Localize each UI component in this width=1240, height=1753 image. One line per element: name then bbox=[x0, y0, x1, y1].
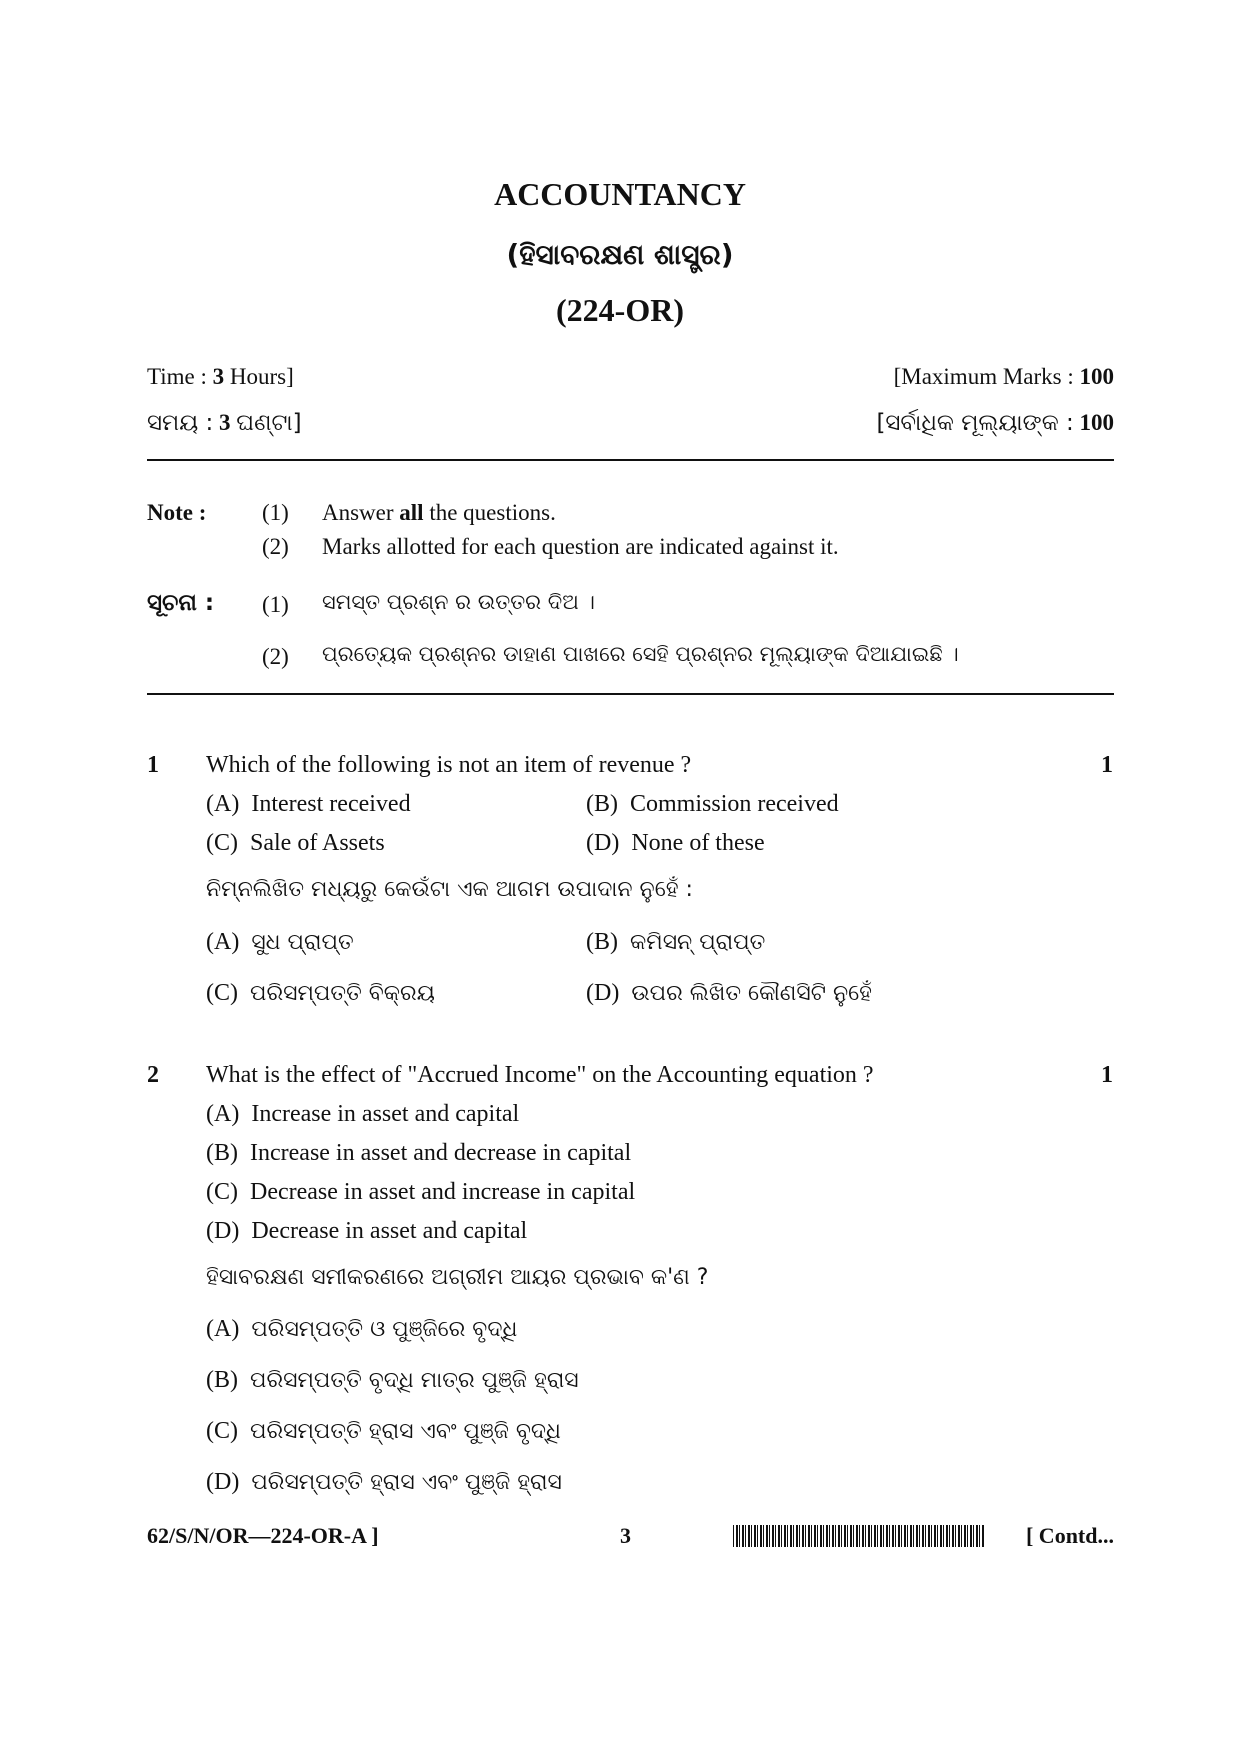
q2-option-b-key: (B) bbox=[206, 1140, 238, 1166]
q2-odia-option-a-text: ପରିସମ୍ପତ୍ତି ଓ ପୁଞ୍ଜିରେ ବୃଦ୍ଧି bbox=[251, 1317, 518, 1342]
q1-odia-option-c bbox=[206, 980, 435, 1007]
question-2-marks: 1 bbox=[1101, 1062, 1113, 1088]
question-2-number: 2 bbox=[147, 1062, 159, 1088]
barcode-icon bbox=[733, 1525, 985, 1547]
divider-note bbox=[147, 693, 1114, 695]
q1-option-d bbox=[586, 830, 765, 857]
time-value: 3 bbox=[212, 364, 225, 389]
note-item-1-pre: Answer bbox=[322, 500, 394, 525]
q2-odia-option-a-key: (A) bbox=[206, 1316, 240, 1342]
note-odia-item-2: ପ୍ରତ୍ୟେକ ପ୍ରଶ୍ନର ଡାହାଣ ପାଖରେ ସେହି ପ୍ରଶ୍ନର ମୂଲ୍ୟାଙ୍କ ଦିଆଯାଇଛି । bbox=[322, 642, 959, 666]
q1-option-c bbox=[206, 830, 385, 857]
max-marks-value: 100 bbox=[1079, 364, 1114, 389]
q2-option-a-text: Increase in asset and capital bbox=[251, 1101, 520, 1127]
time-unit-odia: ଘଣ୍ଟା] bbox=[236, 410, 302, 436]
q2-odia-option-c bbox=[206, 1418, 561, 1445]
q2-option-c bbox=[206, 1179, 635, 1206]
q2-odia-option-c-text: ପରିସମ୍ପତ୍ତି ହ୍ରାସ ଏବଂ ପୁଞ୍ଜି ବୃଦ୍ଧି bbox=[250, 1419, 561, 1444]
q2-option-a bbox=[206, 1101, 519, 1128]
footer-contd: [ Contd... bbox=[1025, 1523, 1114, 1548]
q1-option-b bbox=[586, 791, 839, 818]
q1-option-d-key: (D) bbox=[586, 830, 620, 856]
max-marks-label-odia: [ସର୍ବାଧିକ ମୂଲ୍ୟାଙ୍କ : bbox=[876, 410, 1074, 436]
note-item-1-num: (1) bbox=[262, 500, 289, 525]
time-label-odia: ସମୟ : bbox=[147, 410, 214, 436]
q1-option-c-text: Sale of Assets bbox=[250, 830, 385, 856]
time-line bbox=[147, 364, 294, 390]
subject-code: (224-OR) bbox=[556, 292, 684, 328]
q1-odia-option-a-key: (A) bbox=[206, 929, 240, 955]
q1-odia-option-a bbox=[206, 929, 354, 956]
q2-option-c-text: Decrease in asset and increase in capital bbox=[250, 1179, 636, 1205]
q2-option-b-text: Increase in asset and decrease in capital bbox=[250, 1140, 632, 1166]
q1-option-a-text: Interest received bbox=[251, 791, 411, 817]
note-odia-item-2-num: (2) bbox=[262, 644, 289, 669]
note-item-1 bbox=[322, 500, 556, 526]
time-value-odia: 3 bbox=[219, 410, 231, 435]
question-2-text-odia: ହିସାବରକ୍ଷଣ ସମୀକରଣରେ ଅଗ୍ରୀମ ଆୟର ପ୍ରଭାବ କ'ଣ ? bbox=[206, 1265, 709, 1290]
question-1-number: 1 bbox=[147, 752, 159, 778]
q1-option-b-key: (B) bbox=[586, 791, 618, 817]
note-label: Note : bbox=[147, 500, 207, 525]
footer-page-number: 3 bbox=[620, 1523, 631, 1548]
max-marks-line bbox=[894, 364, 1114, 390]
footer-paper-code: 62/S/N/OR—224-OR-A ] bbox=[147, 1523, 379, 1548]
q1-option-a-key: (A) bbox=[206, 791, 240, 817]
page-title-odia: (ହିସାବରକ୍ଷଣ ଶାସ୍ତ୍ର) bbox=[506, 238, 734, 271]
q2-option-a-key: (A) bbox=[206, 1101, 240, 1127]
q2-odia-option-b-key: (B) bbox=[206, 1367, 238, 1393]
q1-odia-option-d bbox=[586, 980, 872, 1007]
note-item-1-bold: all bbox=[399, 500, 424, 525]
question-2-text: What is the effect of "Accrued Income" on the Accounting equation ? bbox=[206, 1062, 874, 1088]
max-marks-value-odia: 100 bbox=[1079, 410, 1114, 435]
q2-odia-option-d-text: ପରିସମ୍ପତ୍ତି ହ୍ରାସ ଏବଂ ପୁଞ୍ଜି ହ୍ରାସ bbox=[251, 1470, 562, 1495]
max-marks-label: [Maximum Marks : bbox=[893, 364, 1074, 389]
q2-odia-option-c-key: (C) bbox=[206, 1418, 238, 1444]
q2-odia-option-d bbox=[206, 1469, 562, 1496]
q1-option-d-text: None of these bbox=[631, 830, 765, 856]
q2-odia-option-d-key: (D) bbox=[206, 1469, 240, 1495]
page-title: ACCOUNTANCY bbox=[494, 176, 746, 212]
q2-odia-option-a bbox=[206, 1316, 517, 1343]
q2-option-d-key: (D) bbox=[206, 1218, 240, 1244]
time-line-odia bbox=[147, 410, 302, 436]
q1-odia-option-b bbox=[586, 929, 765, 956]
q1-odia-option-b-text: କମିସନ୍ ପ୍ରାପ୍ତ bbox=[630, 930, 766, 955]
note-item-2-num: (2) bbox=[262, 534, 289, 559]
question-1-marks: 1 bbox=[1101, 752, 1113, 778]
q1-odia-option-b-key: (B) bbox=[586, 929, 618, 955]
q1-option-c-key: (C) bbox=[206, 830, 238, 856]
q1-option-b-text: Commission received bbox=[630, 791, 839, 817]
note-odia-item-1-num: (1) bbox=[262, 592, 289, 617]
q2-odia-option-b-text: ପରିସମ୍ପତ୍ତି ବୃଦ୍ଧି ମାତ୍ର ପୁଞ୍ଜି ହ୍ରାସ bbox=[250, 1368, 579, 1393]
divider-top bbox=[147, 459, 1114, 461]
note-item-2: Marks allotted for each question are indicated against it. bbox=[322, 534, 839, 559]
note-odia-item-1: ସମସ୍ତ ପ୍ରଶ୍ନ ର ଉତ୍ତର ଦିଅ । bbox=[322, 590, 595, 614]
time-unit: Hours] bbox=[229, 364, 294, 389]
question-1-text-odia: ନିମ୍ନଲିଖିତ ମଧ୍ୟରୁ କେଉଁଟା ଏକ ଆଗମ ଉପାଦାନ ନୁହେଁ : bbox=[206, 877, 693, 902]
q2-option-d-text: Decrease in asset and capital bbox=[251, 1218, 528, 1244]
max-marks-line-odia bbox=[876, 410, 1114, 436]
q1-odia-option-c-key: (C) bbox=[206, 980, 238, 1006]
time-label: Time : bbox=[147, 364, 207, 389]
q1-odia-option-d-key: (D) bbox=[586, 980, 620, 1006]
q2-option-c-key: (C) bbox=[206, 1179, 238, 1205]
q1-odia-option-c-text: ପରିସମ୍ପତ୍ତି ବିକ୍ରୟ bbox=[250, 981, 435, 1006]
q2-odia-option-b bbox=[206, 1367, 579, 1394]
note-item-1-post: the questions. bbox=[429, 500, 556, 525]
q2-option-d bbox=[206, 1218, 527, 1245]
question-1-text: Which of the following is not an item of revenue ? bbox=[206, 752, 692, 778]
note-label-odia: ସୂଚନା : bbox=[147, 590, 215, 616]
q1-odia-option-a-text: ସୁଧ ପ୍ରାପ୍ତ bbox=[251, 930, 354, 955]
q1-odia-option-d-text: ଉପର ଲିଖିତ କୌଣସିଟି ନୁହେଁ bbox=[631, 981, 872, 1006]
q2-option-b bbox=[206, 1140, 631, 1167]
q1-option-a bbox=[206, 791, 411, 818]
